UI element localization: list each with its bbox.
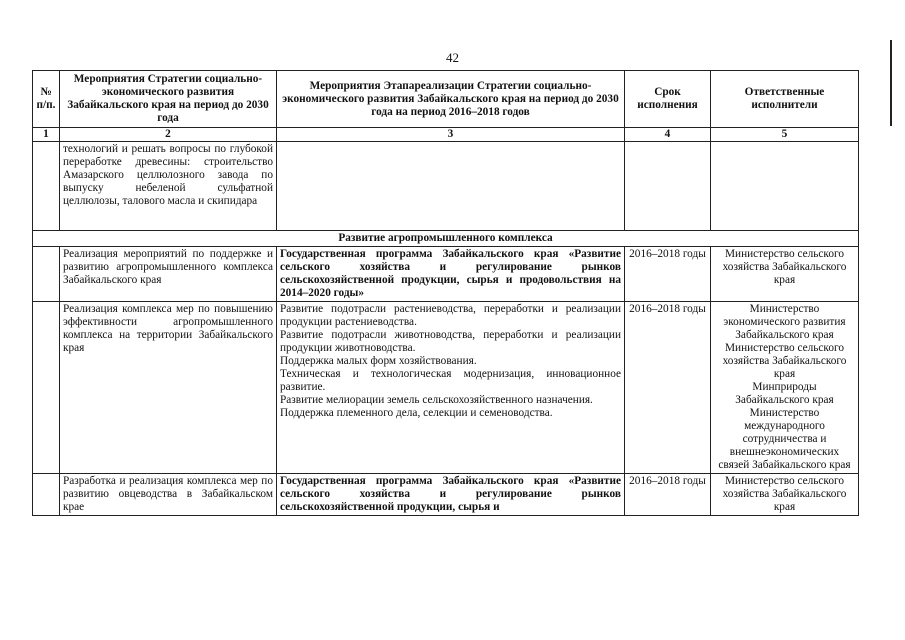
table-row xyxy=(33,474,859,516)
term-cell: 2016–2018 годы xyxy=(625,247,711,302)
actions-cell xyxy=(277,302,625,474)
program-cell: Государственная программа Забайкальского края «Развитие сельского хозяйства и регулирование рынков сельскохозяйственной продукции, сырья и продовольствия на 2014–2020 годы» xyxy=(277,247,625,302)
term-cell xyxy=(625,142,711,231)
executor-cell: Министерство сельского хозяйства Забайкальского края xyxy=(711,474,859,516)
row-number-cell xyxy=(33,474,60,516)
strategy-measure-cell: Реализация комплекса мер по повышению эффективности агропромышленного комплекса на территории Забайкальского края xyxy=(60,302,277,474)
column-number: 5 xyxy=(711,128,859,142)
term-cell: 2016–2018 годы xyxy=(625,302,711,474)
action-item: Развитие подотрасли растениеводства, переработки и реализации продукции растениеводства. xyxy=(280,303,621,328)
row-number-cell xyxy=(33,302,60,474)
column-number-row xyxy=(33,128,859,142)
executors-cell xyxy=(711,302,859,474)
page-number: 42 xyxy=(446,50,459,65)
table-row xyxy=(33,142,859,231)
executor-item: Министерство сельского хозяйства Забайкальского края xyxy=(722,342,847,380)
header-term: Срок исполнения xyxy=(625,71,711,128)
header-stage-measures: Мероприятия Этапареализации Стратегии социально-экономического развития Забайкальского края на период до 2030 года на период 2016–2018 годов xyxy=(277,71,625,128)
program-cell: Государственная программа Забайкальского края «Развитие сельского хозяйства и регулирование рынков сельскохозяйственной продукции, сырья и xyxy=(277,474,625,516)
section-title: Развитие агропромышленного комплекса xyxy=(33,231,859,247)
stage-measure-cell xyxy=(277,142,625,231)
strategy-measure-cell: Реализация мероприятий по поддержке и развитию агропромышленного комплекса Забайкальского края xyxy=(60,247,277,302)
executor-item: Министерство экономического развития Забайкальского края xyxy=(723,303,846,341)
page-edge-rule xyxy=(890,40,892,126)
column-number: 4 xyxy=(625,128,711,142)
header-number: № п/п. xyxy=(33,71,60,128)
action-item: Развитие мелиорации земель сельскохозяйственного назначения. xyxy=(280,394,593,406)
strategy-table xyxy=(32,70,859,516)
action-item: Поддержка племенного дела, селекции и семеноводства. xyxy=(280,407,553,419)
action-item: Техническая и технологическая модернизация, инновационное развитие. xyxy=(280,368,621,393)
executor-cell: Министерство сельского хозяйства Забайкальского края xyxy=(711,247,859,302)
executor-cell xyxy=(711,142,859,231)
action-item: Поддержка малых форм хозяйствования. xyxy=(280,355,477,367)
action-item: Развитие подотрасли животноводства, переработки и реализации продукции животноводства. xyxy=(280,329,621,354)
row-number-cell xyxy=(33,247,60,302)
header-row xyxy=(33,71,859,128)
table-row xyxy=(33,302,859,474)
term-cell: 2016–2018 годы xyxy=(625,474,711,516)
executor-item: Министерство международного сотрудничества и внешнеэкономических связей Забайкальского края xyxy=(718,407,851,471)
column-number: 2 xyxy=(60,128,277,142)
table-row xyxy=(33,247,859,302)
header-strategy-measures: Мероприятия Стратегии социально-экономического развития Забайкальского края на период до 2030 года xyxy=(60,71,277,128)
executor-item: Минприроды Забайкальского края xyxy=(735,381,834,406)
header-executors: Ответственные исполнители xyxy=(711,71,859,128)
section-row xyxy=(33,231,859,247)
column-number: 3 xyxy=(277,128,625,142)
strategy-measure-cell: Разработка и реализация комплекса мер по развитию овцеводства в Забайкальском крае xyxy=(60,474,277,516)
strategy-measure-cell: технологий и решать вопросы по глубокой переработке древесины: строительство Амазарского целлюлозного завода по выпуску небеленой сульфатной целлюлозы, талового масла и скипидара xyxy=(60,142,277,231)
row-number-cell xyxy=(33,142,60,231)
column-number: 1 xyxy=(33,128,60,142)
